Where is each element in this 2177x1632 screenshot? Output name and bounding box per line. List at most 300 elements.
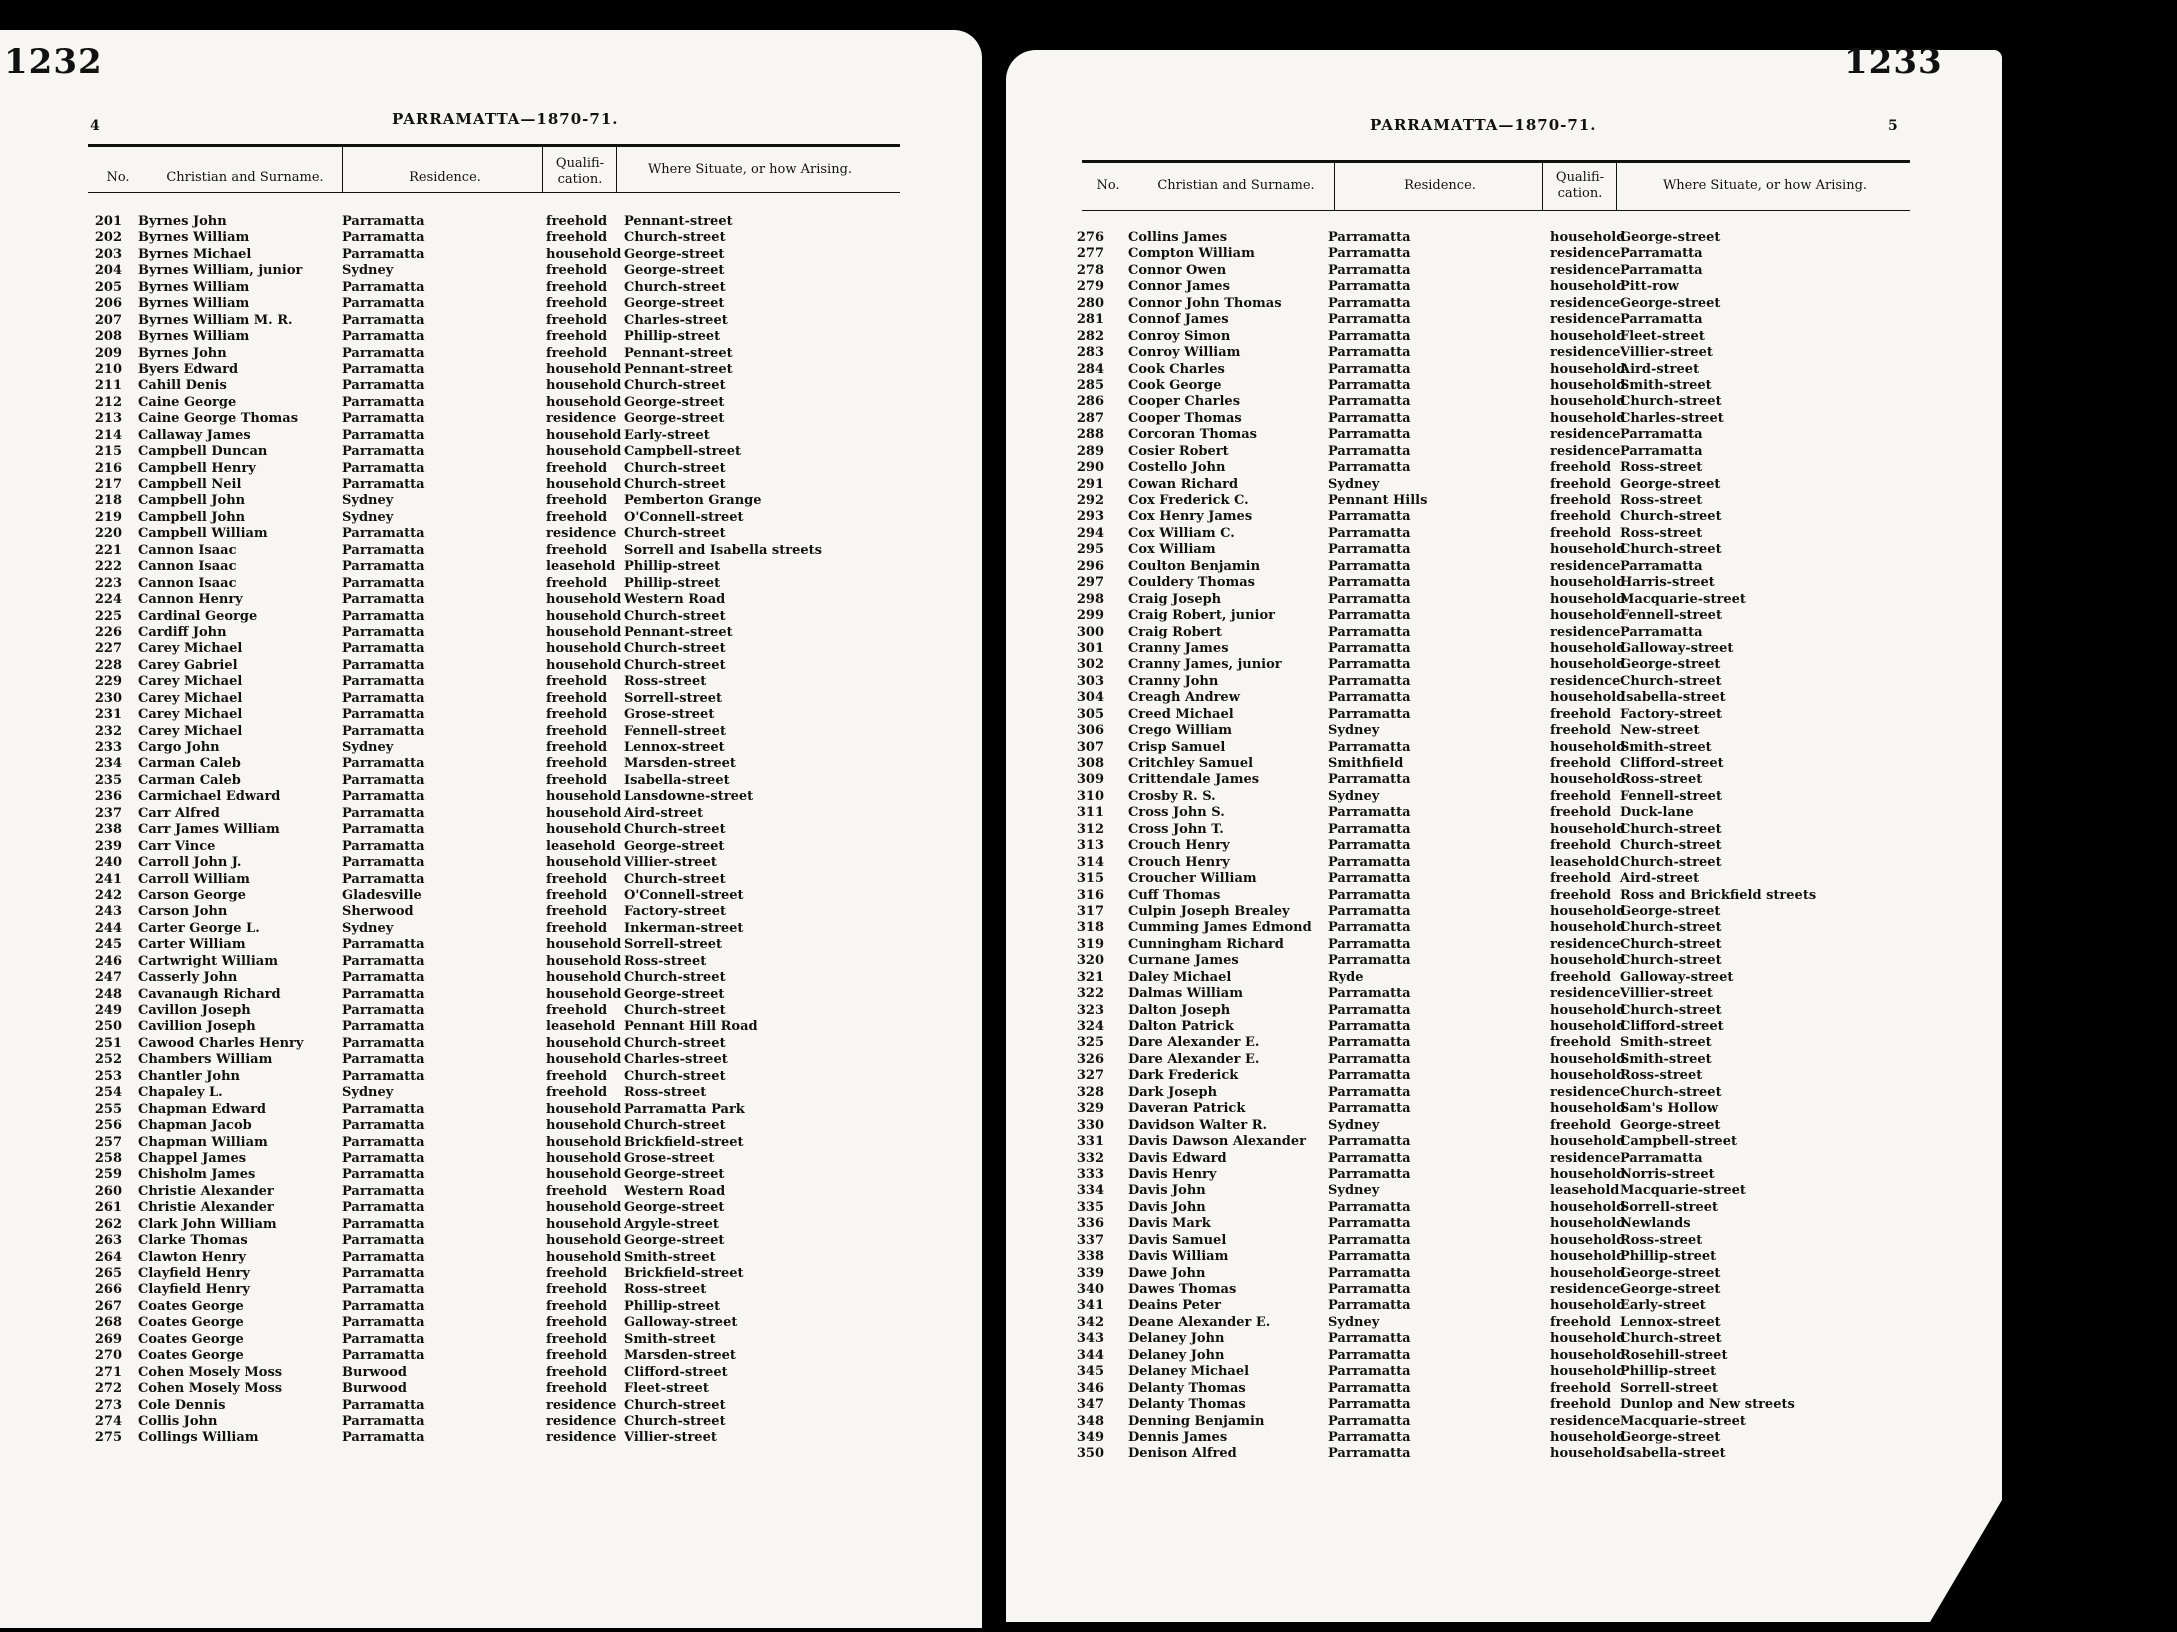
table-row (84, 970, 904, 986)
entry-location: Macquarie-street (1620, 1183, 1746, 1199)
entry-name: Christie Alexander (138, 1200, 274, 1216)
entry-residence: Parramatta (342, 214, 425, 229)
entry-residence: Parramatta (342, 690, 425, 706)
entry-number: 249 (94, 1003, 122, 1018)
table-row (84, 1299, 904, 1315)
entry-name: Croucher William (1128, 871, 1257, 887)
entry-number: 211 (94, 378, 122, 394)
table-row (1066, 394, 1916, 410)
entry-name: Delanty Thomas (1128, 1380, 1246, 1396)
entry-number: 289 (1076, 443, 1104, 459)
entry-location: George-street (1620, 1265, 1721, 1281)
entry-qualification: household (1550, 1199, 1626, 1215)
entry-residence: Parramatta (342, 542, 425, 558)
entry-location: Church-street (624, 871, 726, 887)
entry-number: 226 (94, 624, 122, 640)
entry-qualification: household (1550, 1347, 1626, 1363)
entry-name: Crittendale James (1128, 772, 1260, 788)
entry-location: Parramatta (1620, 443, 1703, 459)
entry-name: Craig Joseph (1128, 591, 1222, 607)
entry-qualification: freehold (546, 1381, 608, 1397)
entry-number: 284 (1076, 361, 1104, 377)
entry-location: Ross-street (1620, 1232, 1703, 1248)
entry-residence: Parramatta (342, 608, 425, 624)
entry-qualification: household (1550, 394, 1626, 410)
entry-number: 348 (1076, 1413, 1104, 1429)
table-row (84, 1381, 904, 1397)
entry-location: Church-street (624, 657, 726, 673)
entry-qualification: freehold (546, 674, 608, 690)
header-rule-bottom (88, 192, 900, 193)
table-row (84, 756, 904, 772)
entry-residence: Parramatta (1328, 1347, 1411, 1363)
table-row (84, 1151, 904, 1167)
entry-name: Campbell Henry (138, 460, 256, 476)
entry-name: Cross John S. (1128, 805, 1225, 821)
entry-qualification: freehold (1550, 1397, 1612, 1413)
entry-residence: Sydney (342, 740, 394, 755)
entry-residence: Parramatta (342, 296, 425, 312)
table-row (1066, 1348, 1916, 1364)
entry-number: 259 (94, 1167, 122, 1183)
entry-residence: Parramatta (342, 279, 425, 295)
table-row (84, 888, 904, 904)
entry-location: O'Connell-street (624, 509, 744, 525)
folio-stamp: 1232 (4, 42, 103, 82)
entry-qualification: freehold (546, 1348, 608, 1364)
entry-residence: Parramatta (342, 1282, 425, 1298)
entry-location: George-street (1620, 1117, 1721, 1133)
entry-number: 313 (1076, 838, 1104, 854)
entry-name: Cohen Mosely Moss (138, 1381, 283, 1397)
entry-name: Campbell John (138, 493, 246, 509)
table-row (1066, 772, 1916, 788)
table-row (1066, 1101, 1916, 1117)
table-row (84, 444, 904, 460)
entry-number: 257 (94, 1134, 122, 1150)
entry-qualification: freehold (546, 296, 608, 312)
entry-name: Chappel James (138, 1150, 247, 1166)
entry-name: Carr Vince (138, 838, 216, 854)
table-row (84, 1365, 904, 1381)
entry-qualification: freehold (546, 871, 608, 887)
entry-qualification: household (1550, 690, 1626, 706)
entry-residence: Parramatta (1328, 1380, 1411, 1396)
entry-number: 285 (1076, 377, 1104, 393)
table-row (84, 691, 904, 707)
entry-qualification: household (1550, 920, 1626, 936)
entry-residence: Parramatta (342, 1003, 425, 1018)
table-row (1066, 838, 1916, 854)
table-row (84, 1233, 904, 1249)
column-divider (616, 146, 617, 192)
entry-location: Church-street (1620, 542, 1722, 558)
entry-residence: Parramatta (342, 1348, 425, 1364)
table-row (1066, 329, 1916, 345)
entry-location: Isabella-street (624, 772, 730, 788)
entry-qualification: household (1550, 640, 1626, 656)
entry-qualification: freehold (546, 740, 608, 755)
entry-qualification: freehold (1550, 509, 1612, 525)
entry-name: Crouch Henry (1128, 838, 1230, 854)
entry-name: Byrnes William (138, 296, 250, 312)
entry-residence: Parramatta (342, 674, 425, 690)
table-row (84, 313, 904, 329)
entry-qualification: household (546, 1052, 622, 1068)
entry-name: Byers Edward (138, 361, 239, 377)
table-row (84, 411, 904, 427)
table-row (1066, 657, 1916, 673)
entry-number: 219 (94, 509, 122, 525)
entry-residence: Parramatta (342, 1052, 425, 1068)
table-row (84, 674, 904, 690)
table-row (84, 1085, 904, 1101)
entry-name: Clayfield Henry (138, 1266, 250, 1281)
entry-qualification: freehold (1550, 788, 1612, 804)
table-row (1066, 1068, 1916, 1084)
entry-location: Church-street (624, 477, 726, 492)
entry-name: Carey Gabriel (138, 657, 238, 673)
entry-location: Harris-street (1620, 575, 1715, 591)
table-row (1066, 1364, 1916, 1380)
entry-name: Carr James William (138, 822, 280, 838)
entry-number: 323 (1076, 1002, 1104, 1018)
entry-qualification: freehold (546, 772, 608, 788)
entry-number: 281 (1076, 312, 1104, 328)
entry-location: George-street (624, 838, 725, 854)
entry-residence: Parramatta (342, 1315, 425, 1331)
entry-location: Church-street (624, 1035, 726, 1051)
entry-location: Church-street (624, 1118, 726, 1134)
entry-location: Lennox-street (624, 740, 725, 755)
entry-name: Clarke Thomas (138, 1233, 248, 1249)
entry-location: Smith-street (1620, 1051, 1712, 1067)
entry-qualification: household (1550, 1002, 1626, 1018)
header-rule-bottom (1082, 210, 1910, 211)
entry-residence: Parramatta (342, 1397, 425, 1413)
table-row (1066, 608, 1916, 624)
entry-name: Cavillion Joseph (138, 1019, 256, 1035)
entry-residence: Parramatta (1328, 821, 1411, 837)
entry-location: Brickfield-street (624, 1134, 744, 1150)
table-row (84, 1282, 904, 1298)
entry-name: Cannon Henry (138, 592, 243, 608)
entry-qualification: household (1550, 1364, 1626, 1380)
entry-qualification: freehold (546, 1364, 608, 1380)
entry-name: Deains Peter (1128, 1298, 1222, 1314)
entry-residence: Parramatta (1328, 525, 1411, 541)
entry-name: Davis Mark (1128, 1216, 1211, 1232)
table-row (1066, 1233, 1916, 1249)
entry-name: Byrnes William (138, 230, 250, 246)
entry-number: 232 (94, 723, 122, 739)
entry-residence: Parramatta (1328, 1084, 1411, 1100)
table-row (84, 1348, 904, 1364)
entry-residence: Parramatta (1328, 394, 1411, 410)
entry-name: Cooper Charles (1128, 394, 1241, 410)
entry-number: 227 (94, 641, 122, 657)
entry-location: George-street (1620, 295, 1721, 311)
entry-residence: Parramatta (1328, 279, 1411, 295)
entry-number: 268 (94, 1315, 122, 1331)
entry-residence: Parramatta (1328, 772, 1411, 788)
table-row (84, 855, 904, 871)
table-row (84, 477, 904, 493)
table-row (84, 461, 904, 477)
column-divider (1616, 162, 1617, 210)
entry-qualification: freehold (546, 1266, 608, 1281)
entry-number: 208 (94, 329, 122, 345)
table-row (1066, 378, 1916, 394)
entry-name: Connor John Thomas (1128, 295, 1282, 311)
entry-name: Caine George Thomas (138, 411, 299, 427)
entry-number: 304 (1076, 690, 1104, 706)
entry-residence: Parramatta (342, 575, 425, 591)
entry-name: Collings William (138, 1430, 259, 1446)
entry-number: 221 (94, 542, 122, 558)
entry-name: Dalton Joseph (1128, 1002, 1231, 1018)
entry-name: Carroll William (138, 871, 250, 887)
table-row (84, 1200, 904, 1216)
table-row (1066, 542, 1916, 558)
entry-number: 315 (1076, 871, 1104, 887)
entry-number: 252 (94, 1052, 122, 1068)
entry-number: 283 (1076, 345, 1104, 361)
entry-qualification: residence (546, 1413, 617, 1429)
entry-name: Cross John T. (1128, 821, 1224, 837)
entry-qualification: household (1550, 903, 1626, 919)
table-row (1066, 641, 1916, 657)
table-row (84, 904, 904, 920)
table-row (84, 937, 904, 953)
entry-number: 212 (94, 394, 122, 410)
entry-name: Carmichael Edward (138, 789, 281, 805)
entry-number: 293 (1076, 509, 1104, 525)
entry-qualification: freehold (546, 707, 608, 723)
entry-residence: Parramatta (342, 559, 425, 575)
entry-number: 306 (1076, 723, 1104, 739)
entry-residence: Parramatta (1328, 1150, 1411, 1166)
entry-residence: Parramatta (342, 986, 425, 1002)
entry-location: Argyle-street (624, 1216, 719, 1232)
entry-number: 270 (94, 1348, 122, 1364)
table-row (1066, 888, 1916, 904)
table-row (1066, 1266, 1916, 1282)
entry-location: Ross-street (624, 1085, 707, 1101)
entry-location: George-street (624, 1167, 725, 1183)
entry-residence: Parramatta (342, 230, 425, 246)
entry-name: Crisp Samuel (1128, 739, 1226, 755)
table-row (84, 609, 904, 625)
entry-name: Compton William (1128, 246, 1255, 262)
entry-residence: Smithfield (1328, 756, 1404, 771)
entry-residence: Parramatta (1328, 509, 1411, 525)
table-row (1066, 1200, 1916, 1216)
entry-number: 345 (1076, 1364, 1104, 1380)
entry-location: Fleet-street (624, 1381, 709, 1397)
entry-qualification: residence (1550, 443, 1621, 459)
entry-number: 264 (94, 1249, 122, 1265)
entry-name: Byrnes William (138, 329, 250, 345)
entry-name: Carter George L. (138, 920, 260, 936)
table-row (1066, 1003, 1916, 1019)
entry-qualification: residence (1550, 986, 1621, 1002)
entry-residence: Parramatta (342, 723, 425, 739)
entry-location: O'Connell-street (624, 887, 744, 903)
entry-residence: Parramatta (1328, 1232, 1411, 1248)
entry-residence: Parramatta (1328, 230, 1411, 245)
entry-number: 331 (1076, 1134, 1104, 1150)
entry-residence: Parramatta (1328, 739, 1411, 755)
entry-name: Davis Edward (1128, 1150, 1227, 1166)
entry-name: Cox William C. (1128, 525, 1235, 541)
entry-residence: Burwood (342, 1381, 407, 1397)
entry-location: Sorrell-street (624, 937, 723, 953)
entry-residence: Parramatta (342, 871, 425, 887)
entry-name: Cosier Robert (1128, 443, 1229, 459)
entry-number: 332 (1076, 1150, 1104, 1166)
entry-residence: Sydney (342, 920, 394, 936)
entry-location: Factory-street (624, 904, 727, 920)
entry-number: 340 (1076, 1282, 1104, 1297)
entry-number: 231 (94, 707, 122, 723)
entry-location: Ross-street (1620, 525, 1703, 541)
entry-residence: Sydney (1328, 476, 1380, 492)
entry-residence: Parramatta (342, 1118, 425, 1134)
entry-number: 297 (1076, 575, 1104, 591)
entry-location: Brickfield-street (624, 1266, 744, 1281)
entry-qualification: household (546, 246, 622, 262)
entry-number: 213 (94, 411, 122, 427)
entry-location: Duck-lane (1620, 805, 1694, 821)
entry-residence: Parramatta (342, 855, 425, 871)
entry-qualification: freehold (546, 509, 608, 525)
entry-number: 291 (1076, 476, 1104, 492)
entry-name: Davidson Walter R. (1128, 1117, 1268, 1133)
entry-qualification: freehold (546, 1183, 608, 1199)
table-row (1066, 230, 1916, 246)
entry-residence: Parramatta (1328, 920, 1411, 936)
table-row (1066, 920, 1916, 936)
entry-number: 246 (94, 953, 122, 969)
entry-number: 278 (1076, 262, 1104, 278)
table-row (84, 1135, 904, 1151)
entry-qualification: household (1550, 608, 1626, 624)
table-row (1066, 460, 1916, 476)
table-row (84, 1036, 904, 1052)
entry-number: 307 (1076, 739, 1104, 755)
entry-qualification: household (1550, 739, 1626, 755)
entry-number: 339 (1076, 1265, 1104, 1281)
table-row (1066, 279, 1916, 295)
entry-number: 326 (1076, 1051, 1104, 1067)
entry-residence: Parramatta (1328, 887, 1411, 903)
entry-qualification: freehold (1550, 476, 1612, 492)
entry-residence: Parramatta (342, 624, 425, 640)
entry-location: Church-street (624, 1068, 726, 1084)
entry-qualification: freehold (546, 904, 608, 920)
entry-qualification: household (546, 378, 622, 394)
entry-residence: Parramatta (342, 411, 425, 427)
entry-residence: Parramatta (342, 641, 425, 657)
entry-residence: Parramatta (342, 1167, 425, 1183)
table-row (1066, 986, 1916, 1002)
entry-location: Phillip-street (624, 559, 721, 575)
entry-qualification: household (1550, 1331, 1626, 1347)
entry-number: 260 (94, 1183, 122, 1199)
table-row (84, 1332, 904, 1348)
entry-qualification: freehold (1550, 1117, 1612, 1133)
entry-residence: Sydney (342, 1085, 394, 1101)
entry-number: 263 (94, 1233, 122, 1249)
header-name: Christian and Surname. (166, 170, 324, 185)
table-row (1066, 1019, 1916, 1035)
entry-qualification: freehold (1550, 706, 1612, 722)
entry-qualification: freehold (1550, 1035, 1612, 1051)
entry-location: Parramatta (1620, 427, 1703, 443)
entry-location: Smith-street (1620, 1035, 1712, 1051)
entry-qualification: residence (1550, 262, 1621, 278)
entry-name: Carroll John J. (138, 855, 242, 871)
table-row (84, 1184, 904, 1200)
entry-location: Church-street (624, 279, 726, 295)
entry-name: Cranny John (1128, 673, 1219, 689)
entry-name: Denning Benjamin (1128, 1413, 1265, 1429)
entry-qualification: household (1550, 591, 1626, 607)
entry-number: 271 (94, 1364, 122, 1380)
entry-location: Sorrell-street (1620, 1199, 1719, 1215)
entry-qualification: freehold (546, 756, 608, 772)
entry-residence: Parramatta (1328, 1101, 1411, 1117)
entry-name: Dawes Thomas (1128, 1282, 1237, 1297)
table-row (1066, 1414, 1916, 1430)
page-title: PARRAMATTA—1870-71. (392, 110, 619, 128)
entry-name: Deane Alexander E. (1128, 1314, 1271, 1330)
entry-number: 214 (94, 427, 122, 443)
entry-qualification: household (546, 641, 622, 657)
entry-name: Denison Alfred (1128, 1446, 1237, 1462)
entry-name: Carey Michael (138, 641, 243, 657)
entry-qualification: residence (546, 411, 617, 427)
entry-residence: Parramatta (342, 953, 425, 969)
entry-qualification: freehold (546, 1331, 608, 1347)
entry-qualification: residence (1550, 295, 1621, 311)
entry-number: 217 (94, 477, 122, 492)
entry-name: Connor James (1128, 279, 1230, 295)
entry-name: Carman Caleb (138, 756, 241, 772)
entry-number: 241 (94, 871, 122, 887)
table-row (84, 921, 904, 937)
header-qualification: Qualifi- cation. (1555, 170, 1605, 201)
entry-location: Ross-street (624, 953, 707, 969)
entry-residence: Parramatta (342, 1101, 425, 1117)
entry-qualification: freehold (1550, 723, 1612, 739)
entry-residence: Parramatta (342, 1068, 425, 1084)
table-row (1066, 1331, 1916, 1347)
entry-location: Pennant-street (624, 214, 733, 229)
entry-location: Sorrell and Isabella streets (624, 542, 822, 558)
entry-number: 224 (94, 592, 122, 608)
entry-qualification: household (546, 1167, 622, 1183)
entry-qualification: household (1550, 1446, 1626, 1462)
entry-number: 286 (1076, 394, 1104, 410)
entry-qualification: household (1550, 1101, 1626, 1117)
entry-name: Chapman Jacob (138, 1118, 252, 1134)
entry-location: Villier-street (1620, 345, 1713, 361)
entry-name: Caine George (138, 394, 237, 410)
entry-residence: Parramatta (1328, 1216, 1411, 1232)
table-row (1066, 1134, 1916, 1150)
